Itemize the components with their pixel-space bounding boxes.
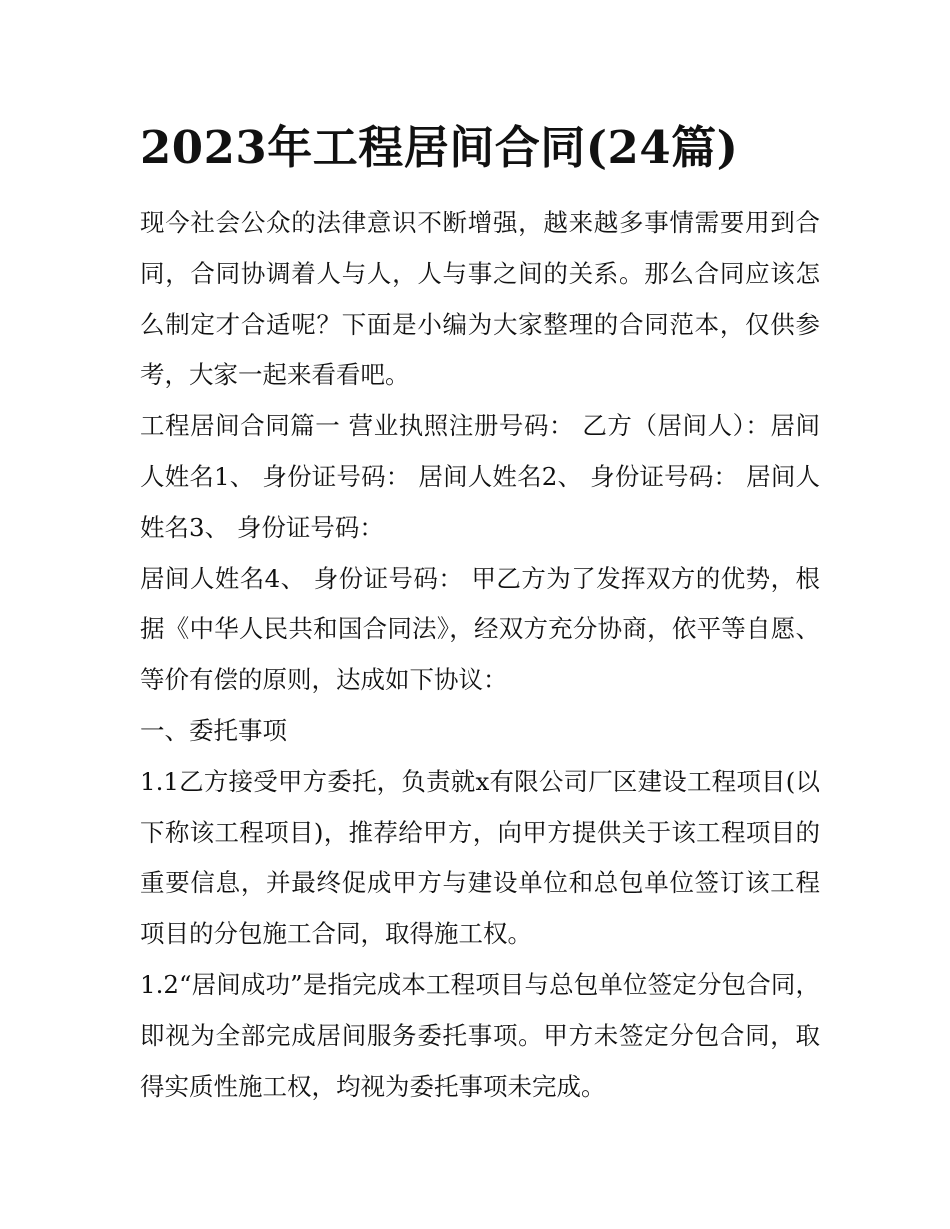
clause-1-1: 1.1乙方接受甲方委托，负责就x有限公司厂区建设工程项目(以下称该工程项目)，推荐给甲方，向甲方提供关于该工程项目的重要信息，并最终促成甲方与建设单位和总包单位签订该工程项目的分包施工合同，取得施工权。 <box>140 766 820 949</box>
paragraph-parties: 工程居间合同篇一 营业执照注册号码： 乙方（居间人）：居间人姓名1、 身份证号码： 居间人姓名2、 身份证号码： 居间人姓名3、 身份证号码： <box>140 411 820 542</box>
document-title: 2023年工程居间合同(24篇) <box>140 121 739 174</box>
document-body <box>140 198 820 1112</box>
section-heading: 一、委托事项 <box>140 715 287 745</box>
paragraph-intro: 现今社会公众的法律意识不断增强，越来越多事情需要用到合同，合同协调着人与人，人与事之间的关系。那么合同应该怎么制定才合适呢？下面是小编为大家整理的合同范本，仅供参考，大家一起来看看吧。 <box>140 208 820 390</box>
clause-1-2: 1.2“居间成功”是指完成本工程项目与总包单位签定分包合同，即视为全部完成居间服务委托事项。甲方未签定分包合同，取得实质性施工权，均视为委托事项未完成。 <box>140 969 820 1101</box>
paragraph-agreement: 居间人姓名4、 身份证号码： 甲乙方为了发挥双方的优势，根据《中华人民共和国合同法》，经双方充分协商，依平等自愿、等价有偿的原则，达成如下协议： <box>140 563 820 695</box>
